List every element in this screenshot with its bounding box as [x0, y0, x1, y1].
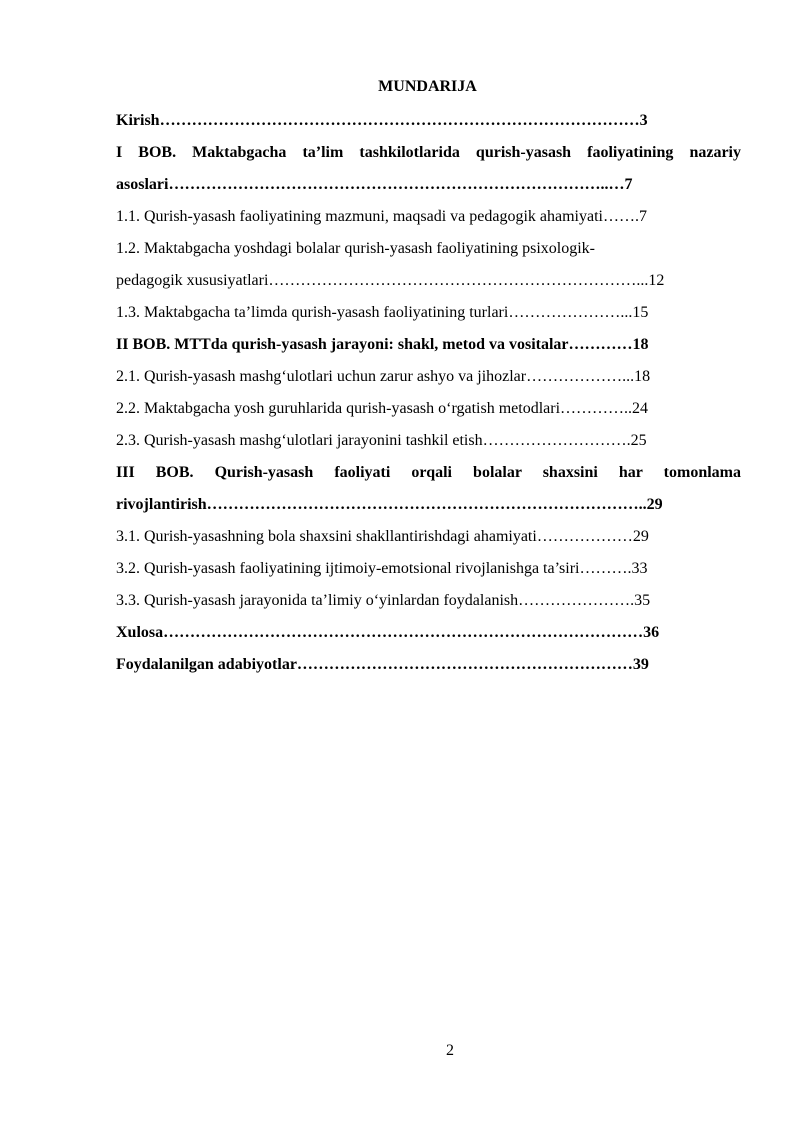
toc-chapter-1-title-cont: asoslari………………………………………………………………………..…7: [116, 176, 633, 193]
toc-entry-xulosa: Xulosa………………………………………………………………………………36: [116, 624, 660, 641]
toc-section-2-1: 2.1. Qurish-yasash mashg‘ulotlari uchun zarur ashyo va jihozlar………………...18: [116, 368, 651, 385]
toc-section-2-2: 2.2. Maktabgacha yosh guruhlarida qurish-yasash o‘rgatish metodlari…………..24: [116, 400, 649, 417]
toc-chapter-3-title: III BOB. Qurish-yasash faoliyati orqali bolalar shaxsini har tomonlama: [116, 464, 741, 481]
toc-section-3-3: 3.3. Qurish-yasash jarayonida ta’limiy o‘yinlardan foydalanish………………….35: [116, 592, 651, 609]
toc-section-1-3: 1.3. Maktabgacha ta’limda qurish-yasash faoliyatining turlari…………………...15: [116, 304, 649, 321]
toc-section-3-1: 3.1. Qurish-yasashning bola shaxsini shakllantirishdagi ahamiyati………………29: [116, 528, 649, 545]
toc-title: MUNDARIJA: [378, 78, 477, 95]
toc-section-1-1: 1.1. Qurish-yasash faoliyatining mazmuni, maqsadi va pedagogik ahamiyati…….7: [116, 208, 647, 225]
toc-section-3-2: 3.2. Qurish-yasash faoliyatining ijtimoiy-emotsional rivojlanishga ta’siri……….33: [116, 560, 648, 577]
toc-section-1-2-cont: pedagogik xususiyatlari……………………………………………………………...12: [116, 272, 665, 289]
toc-chapter-1-title: I BOB. Maktabgacha ta’lim tashkilotlarida qurish-yasash faoliyatining nazariy: [116, 144, 741, 161]
toc-entry-kirish: Kirish………………………………………………………………………………3: [116, 112, 648, 129]
toc-entry-adabiyotlar: Foydalanilgan adabiyotlar………………………………………………………39: [116, 656, 649, 673]
page-number: 2: [446, 1042, 454, 1059]
table-of-contents: [116, 109, 741, 685]
toc-section-1-2: 1.2. Maktabgacha yoshdagi bolalar qurish-yasash faoliyatining psixologik-: [116, 240, 596, 257]
toc-section-2-3: 2.3. Qurish-yasash mashg‘ulotlari jarayonini tashkil etish……………………….25: [116, 432, 647, 449]
toc-chapter-3-title-cont: rivojlantirish………………………………………………………………………..29: [116, 496, 663, 513]
toc-chapter-2-title: II BOB. MTTda qurish-yasash jarayoni: shakl, metod va vositalar…………18: [116, 336, 649, 353]
